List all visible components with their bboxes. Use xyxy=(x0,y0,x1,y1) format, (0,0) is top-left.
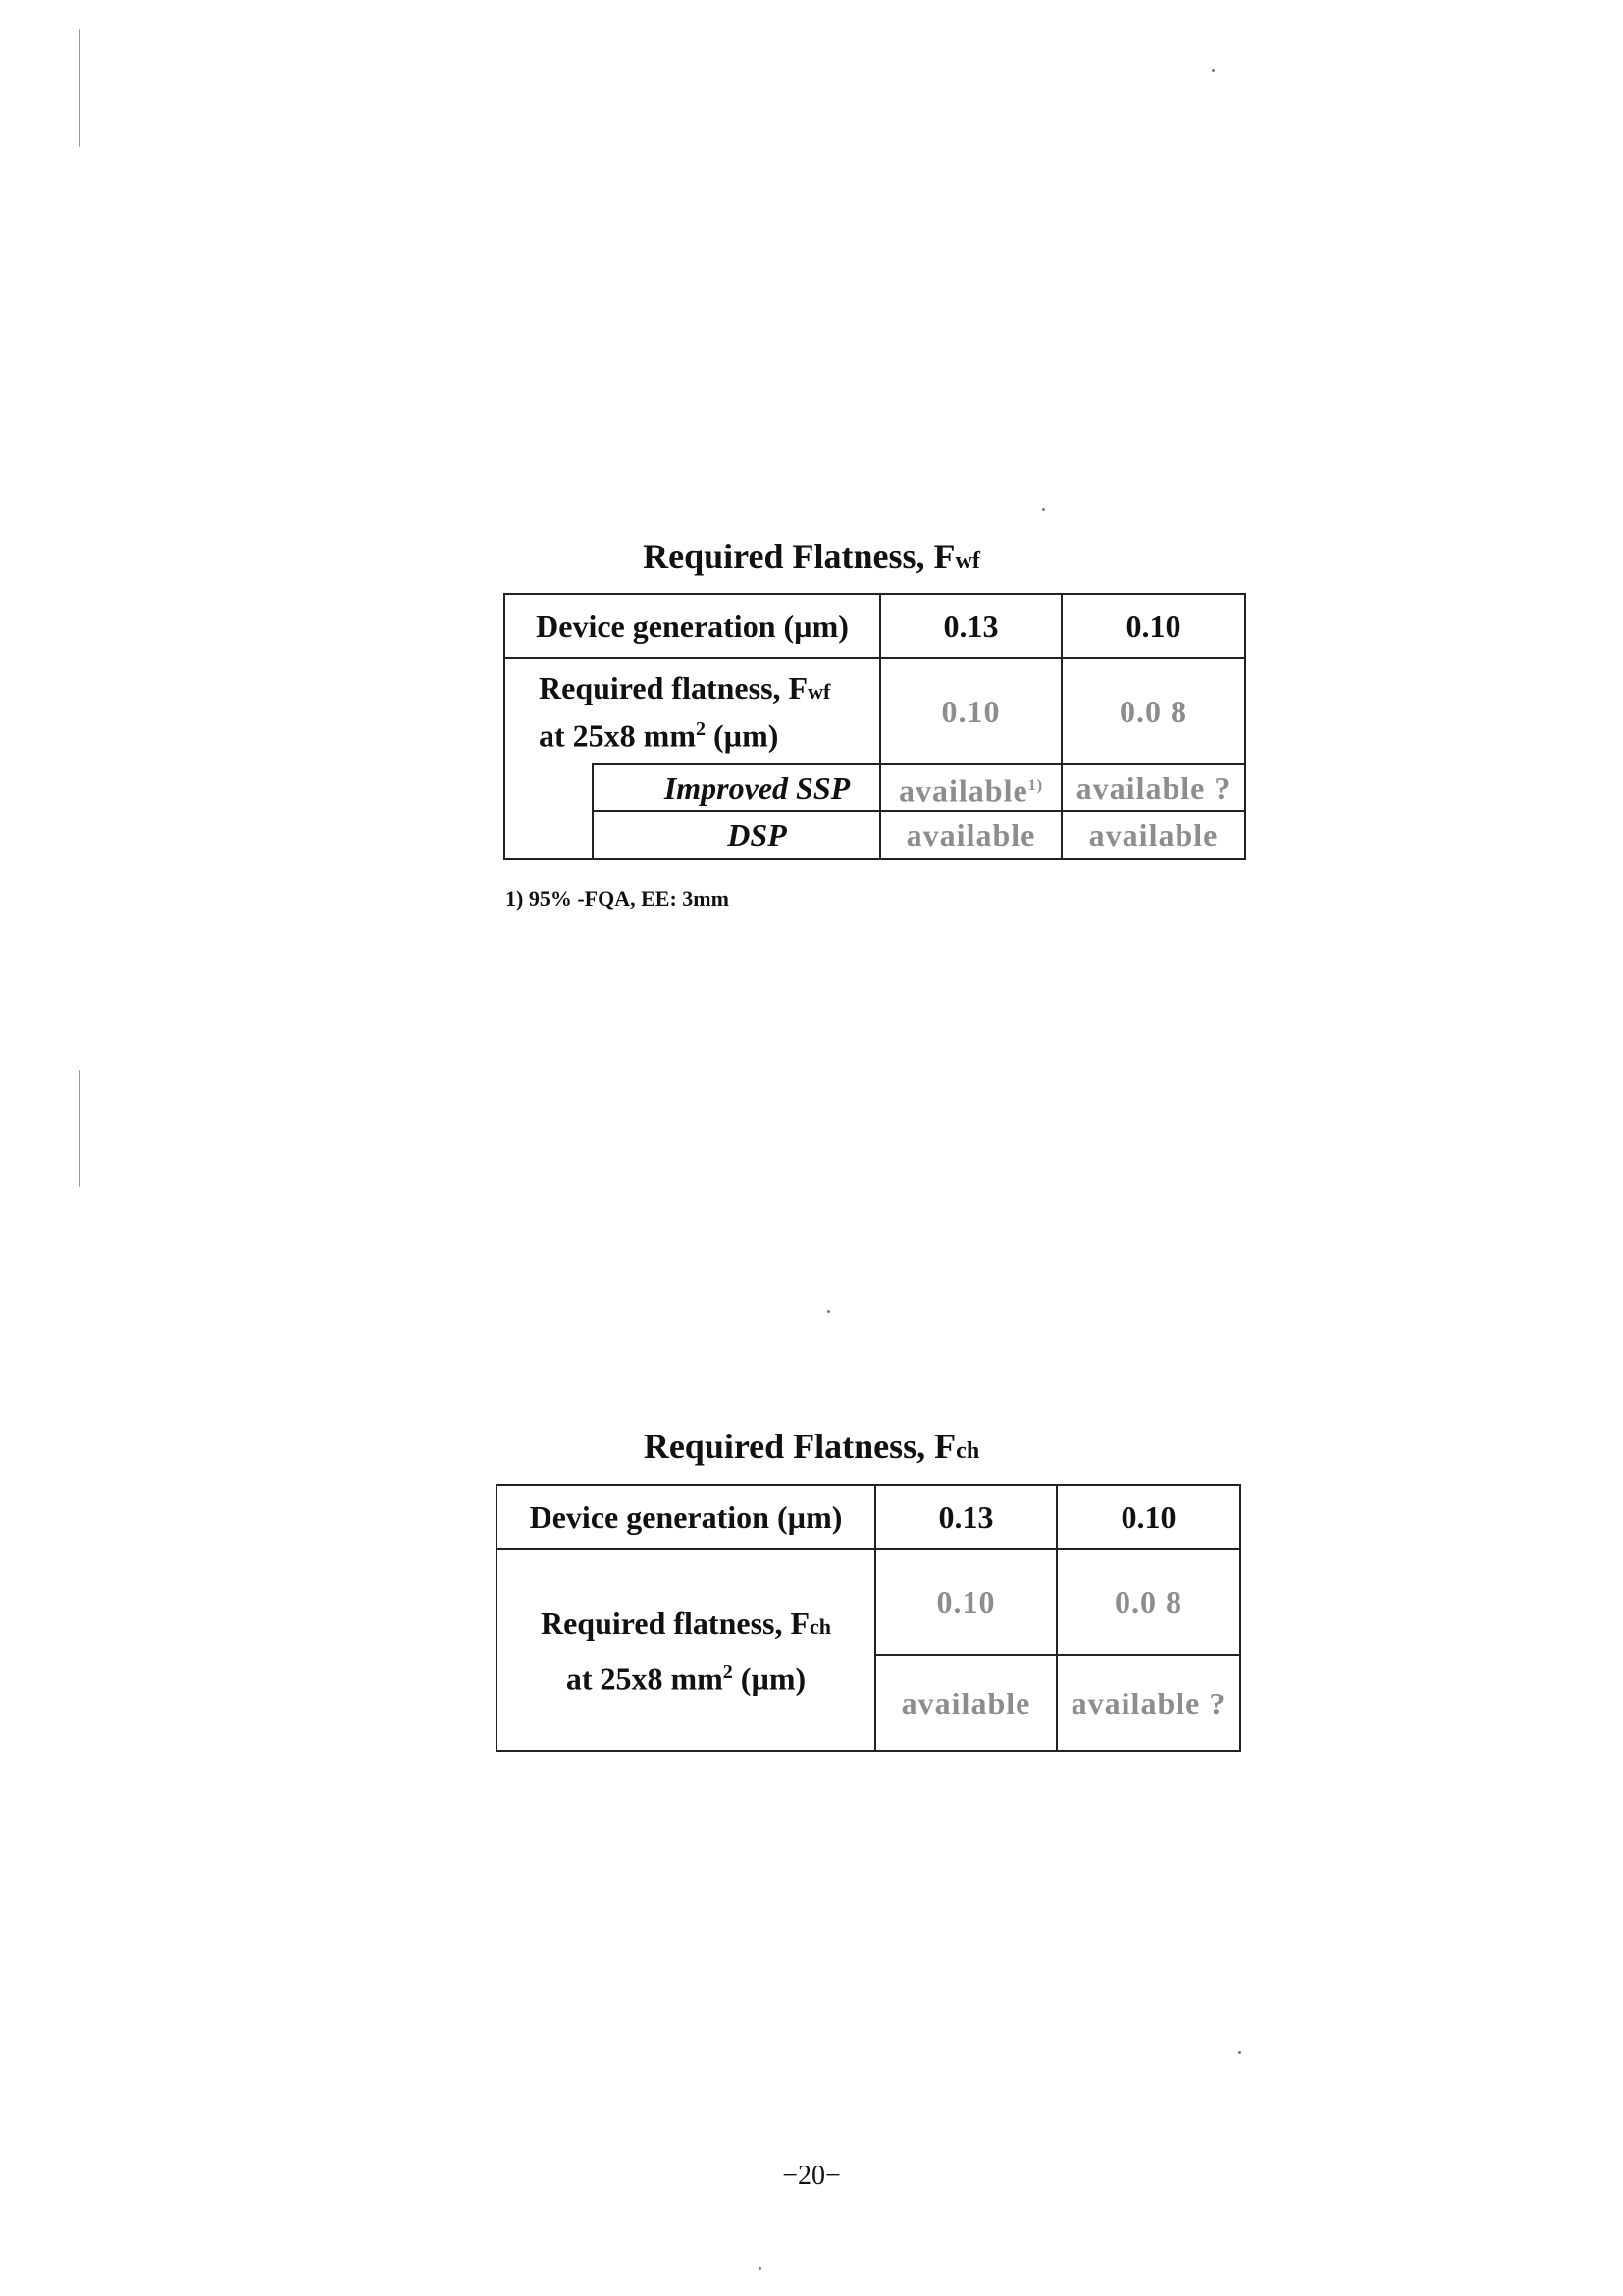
speck xyxy=(759,2267,761,2270)
required-flatness-label: Required flatness, Fch at 25x8 $mm^2$ (µm) xyxy=(497,1549,875,1751)
availability-col1: available xyxy=(875,1655,1057,1751)
table-row xyxy=(504,764,1245,811)
table1 xyxy=(503,593,1246,860)
table-row xyxy=(504,594,1245,658)
title-subscript: ch xyxy=(956,1438,980,1464)
row-label-dsp: DSP xyxy=(593,811,880,859)
header-col1: 0.13 xyxy=(875,1485,1057,1549)
header-col2: 0.10 xyxy=(1057,1485,1240,1549)
table-row xyxy=(497,1549,1240,1655)
dsp-col1: available xyxy=(880,811,1062,859)
table1-footnote: 1) 95% -FQA, EE: 3mm xyxy=(505,886,729,911)
improved-ssp-col2: available ? xyxy=(1062,764,1245,811)
scan-artifact-line xyxy=(79,1070,80,1187)
table2 xyxy=(496,1484,1241,1752)
required-flatness-col2: 0.0 8 xyxy=(1057,1549,1240,1655)
title-subscript: wf xyxy=(955,548,980,574)
required-flatness-label: Required flatness, Fwf at 25x8 $mm^2$ (µm) xyxy=(504,658,880,764)
header-label: Device generation (µm) xyxy=(497,1485,875,1549)
table-row xyxy=(504,811,1245,859)
header-col1: 0.13 xyxy=(880,594,1062,658)
table-row xyxy=(497,1485,1240,1549)
improved-ssp-col1: available$^{1)}$ xyxy=(880,764,1062,811)
table-row xyxy=(504,658,1245,764)
header-col2: 0.10 xyxy=(1062,594,1245,658)
indent-spacer xyxy=(504,764,593,859)
speck xyxy=(1042,508,1045,511)
speck xyxy=(1212,69,1215,72)
table2-title: Required Flatness, Fch xyxy=(643,1427,980,1466)
row-label-improved-ssp: Improved SSP xyxy=(593,764,880,811)
required-flatness-col1: 0.10 xyxy=(880,658,1062,764)
required-flatness-col1: 0.10 xyxy=(875,1549,1057,1655)
dsp-col2: available xyxy=(1062,811,1245,859)
page-number: −20− xyxy=(782,2161,841,2191)
header-label: Device generation (µm) xyxy=(504,594,880,658)
speck xyxy=(827,1310,830,1313)
availability-col2: available ? xyxy=(1057,1655,1240,1751)
speck xyxy=(1238,2051,1241,2054)
required-flatness-col2: 0.0 8 xyxy=(1062,658,1245,764)
scan-artifact-line xyxy=(79,29,80,147)
table1-title: Required Flatness, Fwf xyxy=(643,537,980,576)
